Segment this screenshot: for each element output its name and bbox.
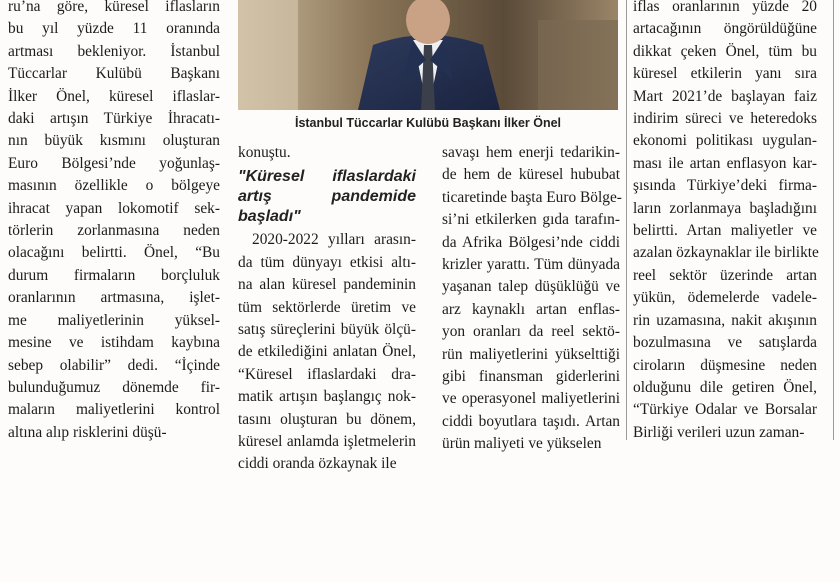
article-column-1 (8, 0, 220, 441)
text-line: olduğunu dile getiren Önel, (633, 378, 817, 396)
text-line: ürün maliyeti ve yükselen (442, 435, 602, 453)
text-line: savaşı hem enerji tedarikin- (442, 144, 620, 161)
text-line: ticaretinde başta Euro Bölge- (442, 188, 622, 206)
text-line: ru’na göre, küresel iflasların (8, 0, 220, 15)
text-line: me maliyetlerinin yüksel- (8, 311, 220, 329)
text-line: indirim süreci ve heteredoks (633, 110, 817, 128)
text-line: şısında Türkiye’deki firma- (633, 177, 817, 195)
text-line: da Afrika Bölgesi’nde ciddi (442, 233, 620, 251)
text-line: artacağının öngörüldüğüne (633, 20, 817, 38)
column-2-top-line: konuştu. (238, 144, 291, 161)
text-line: sebep olabilir” dedi. “İçinde (8, 356, 220, 374)
text-line: da tüm dünyayı etkisi altı- (238, 253, 416, 271)
text-line: rün maliyetlerini yükselttiği (442, 345, 620, 363)
text-line: Birliği verileri uzun zaman- (633, 423, 805, 441)
text-line: törlerin zorlanmasına neden (8, 222, 220, 240)
portrait-image (238, 0, 618, 110)
article-column-2 (238, 142, 416, 473)
text-line: de etkilediğini anlatan Önel, (238, 343, 416, 361)
text-line: ların zorlanmaya başladığını (633, 199, 817, 217)
text-line: satış süreçlerini büyük ölçü- (238, 321, 416, 339)
text-line: tasını oluşturan bu dönem, (238, 410, 416, 428)
text-line: 2020-2022 yılları arasın- (252, 231, 416, 249)
text-line: bozulmasına ve satışlarda (633, 334, 817, 352)
article-column-4 (633, 0, 819, 441)
text-line: ihracat yapan lokomotif sek- (8, 199, 220, 217)
text-line: Euro Bölgesi’nde yoğunlaş- (8, 154, 220, 172)
text-line: Tüccarlar Kulübü Başkanı (8, 65, 220, 83)
text-line: ve operasyonel maliyetlerini (442, 390, 620, 408)
text-line: daki artışın Türkiye İhracatı- (8, 110, 220, 128)
text-line: belirtti. Artan maliyetler ve (633, 222, 817, 240)
text-line: ciddi boyutlara taşıdı. Artan (442, 412, 620, 430)
section-subheading: "Küresel iflaslardaki artış pandemide başladı" (238, 168, 416, 226)
article-photo (238, 0, 618, 110)
text-line: yükün, ödemelerde vadele- (633, 289, 817, 307)
text-line: bulunduğumuz dönemde fir- (8, 378, 220, 396)
text-line: İlker Önel, küresel iflaslar- (8, 87, 220, 105)
text-line: rin uzamasına, nakit akışının (633, 311, 817, 329)
text-line: olacağını belirtti. Önel, “Bu (8, 244, 220, 262)
text-line: yon oranları da reel sektö- (442, 323, 620, 341)
photo-caption: İstanbul Tüccarlar Kulübü Başkanı İlker Önel (294, 116, 562, 130)
text-line: azalan özkaynaklar ile birlikte (633, 244, 819, 262)
text-line: durum firmaların borçluluk (8, 266, 220, 284)
text-line: maların maliyetlerini kontrol (8, 401, 220, 419)
text-line: küresel anlamda işletmelerin (238, 433, 416, 451)
text-line: ekonomi politikası uygulan- (633, 132, 817, 150)
text-line: Mart 2021’de başlayan faiz (633, 87, 817, 105)
article-column-3 (442, 142, 620, 582)
text-line: matik artışın başlangıç nok- (238, 388, 416, 406)
text-line: oranlarının artmasına, işlet- (8, 289, 220, 307)
text-line: nın büyük kısmını oluşturan (8, 132, 220, 150)
text-line: “Türkiye Odalar ve Borsalar (633, 401, 817, 419)
text-line: iflas oranlarının yüzde 20 (633, 0, 817, 15)
text-line: tüm sektörlerde üretim ve (238, 298, 416, 316)
text-line: “Küresel iflaslardaki dra- (238, 365, 416, 383)
text-line: si’ni etkilerken gıda tarafın- (442, 211, 620, 229)
text-line: ması ile artan enflasyon kar- (633, 154, 817, 172)
text-line: yaşanan talep düşüklüğü ve (442, 278, 620, 296)
text-line: na alan küresel pandeminin (238, 276, 416, 294)
text-line: reel sektör üzerinde artan (633, 266, 817, 284)
text-line: gibi finansman giderlerini (442, 368, 620, 386)
text-line: bu yıl yüzde 11 oranında (8, 20, 220, 38)
text-line: dikkat çeken Önel, tüm bu (633, 42, 817, 60)
text-line: de hem de küresel hububat (442, 166, 620, 184)
text-line: masının özellikle o bölgeye (8, 177, 220, 195)
text-line: artması bekleniyor. İstanbul (8, 42, 220, 60)
column-divider (626, 0, 627, 440)
text-line: küresel etkilerin yanı sıra (633, 65, 817, 83)
text-line: altına alıp risklerini düşü- (8, 423, 167, 441)
text-line: ciddi oranda özkaynak ile (238, 455, 397, 473)
column-divider (833, 0, 834, 440)
text-line: mesine ve istihdam kaybına (8, 334, 220, 352)
text-line: arz kaynaklı artan enflas- (442, 300, 620, 318)
text-line: krizler yarattı. Tüm dünyada (442, 256, 620, 274)
text-line: ciroların düşmesine neden (633, 356, 817, 374)
